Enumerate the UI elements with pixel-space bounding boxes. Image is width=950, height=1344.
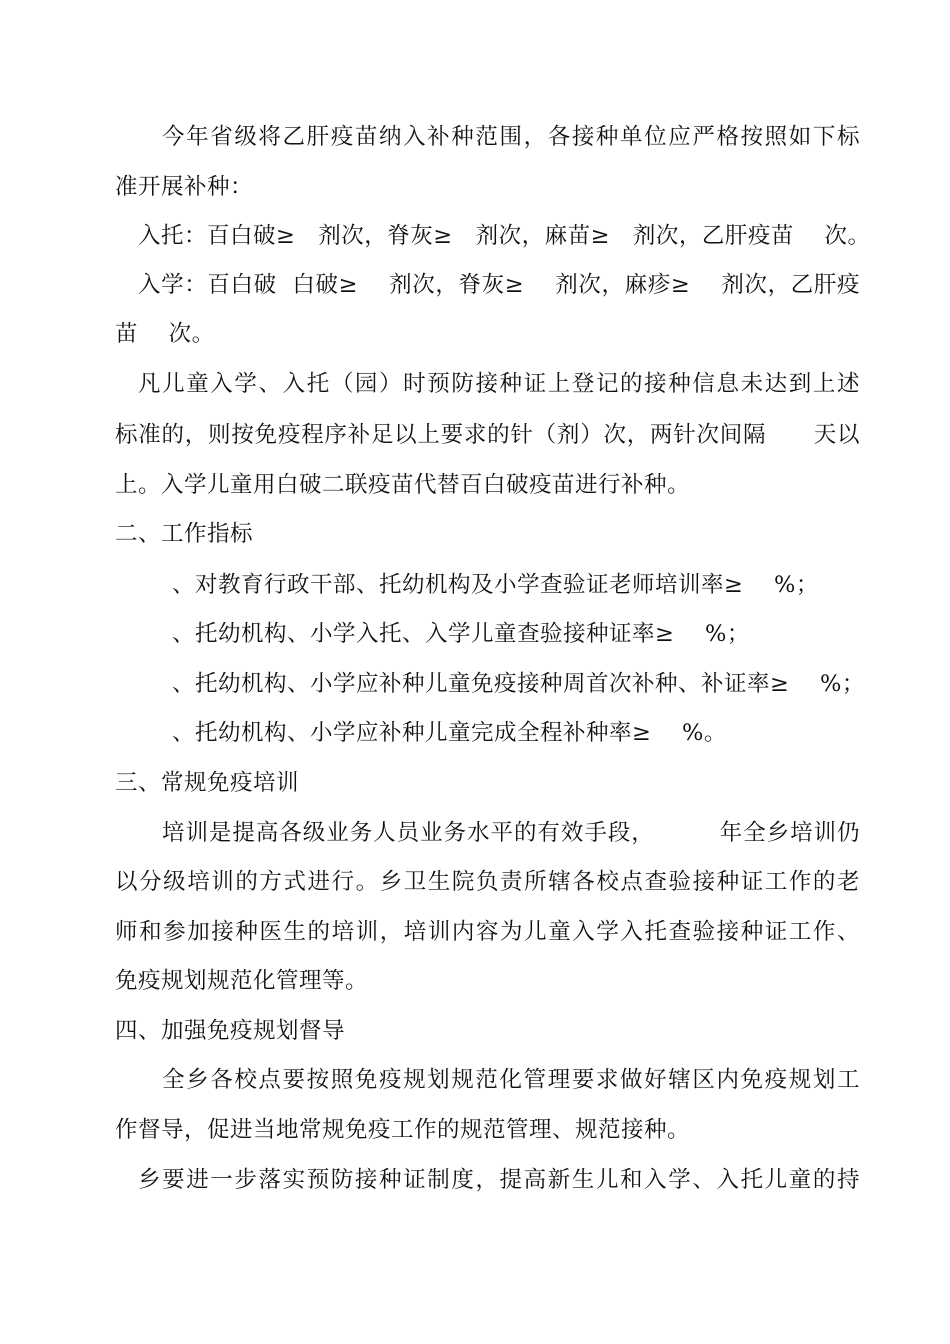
paragraph-6-line-1: 全乡各校点要按照免疫规划规范化管理要求做好辖区内免疫规划工 xyxy=(162,1067,860,1093)
section-heading-4: 四、加强免疫规划督导 xyxy=(115,1018,346,1044)
section-heading-2: 二、工作指标 xyxy=(115,521,254,547)
paragraph-4-line-3: 上。入学儿童用白破二联疫苗代替百白破疫苗进行补种。 xyxy=(115,472,691,498)
paragraph-4-line-2: 标准的，则按免疫程序补足以上要求的针（剂）次，两针次间隔 天以 xyxy=(115,422,860,448)
paragraph-5-line-1: 培训是提高各级业务人员业务水平的有效手段， 年全乡培训仍 xyxy=(162,820,860,846)
paragraph-3-line-2: 苗 次。 xyxy=(115,321,215,347)
section-heading-3: 三、常规免疫培训 xyxy=(115,770,300,796)
paragraph-1-line-1: 今年省级将乙肝疫苗纳入补种范围，各接种单位应严格按照如下标 xyxy=(162,124,860,150)
indicator-4: 、托幼机构、小学应补种儿童完成全程补种率≥ %。 xyxy=(172,720,727,746)
paragraph-2-line-1: 入托：百白破≥ 剂次，脊灰≥ 剂次，麻苗≥ 剂次，乙肝疫苗 次。 xyxy=(138,223,871,249)
paragraph-1-line-2: 准开展补种： xyxy=(115,174,254,200)
paragraph-5-line-3: 师和参加接种医生的培训，培训内容为儿童入学入托查验接种证工作、 xyxy=(115,919,860,945)
paragraph-6-line-2: 作督导，促进当地常规免疫工作的规范管理、规范接种。 xyxy=(115,1117,691,1143)
paragraph-5-line-4: 免疫规划规范化管理等。 xyxy=(115,968,369,994)
paragraph-3-line-1: 入学：百白破 白破≥ 剂次，脊灰≥ 剂次，麻疹≥ 剂次，乙肝疫 xyxy=(138,272,860,298)
indicator-1: 、对教育行政干部、托幼机构及小学查验证老师培训率≥ %； xyxy=(172,572,819,598)
indicator-3: 、托幼机构、小学应补种儿童免疫接种周首次补种、补证率≥ %； xyxy=(172,671,865,697)
indicator-2: 、托幼机构、小学入托、入学儿童查验接种证率≥ %； xyxy=(172,621,750,647)
paragraph-5-line-2: 以分级培训的方式进行。乡卫生院负责所辖各校点查验接种证工作的老 xyxy=(115,869,860,895)
paragraph-4-line-1: 凡儿童入学、入托（园）时预防接种证上登记的接种信息未达到上述 xyxy=(138,371,860,397)
paragraph-7-line-1: 乡要进一步落实预防接种证制度，提高新生儿和入学、入托儿童的持 xyxy=(138,1167,860,1193)
